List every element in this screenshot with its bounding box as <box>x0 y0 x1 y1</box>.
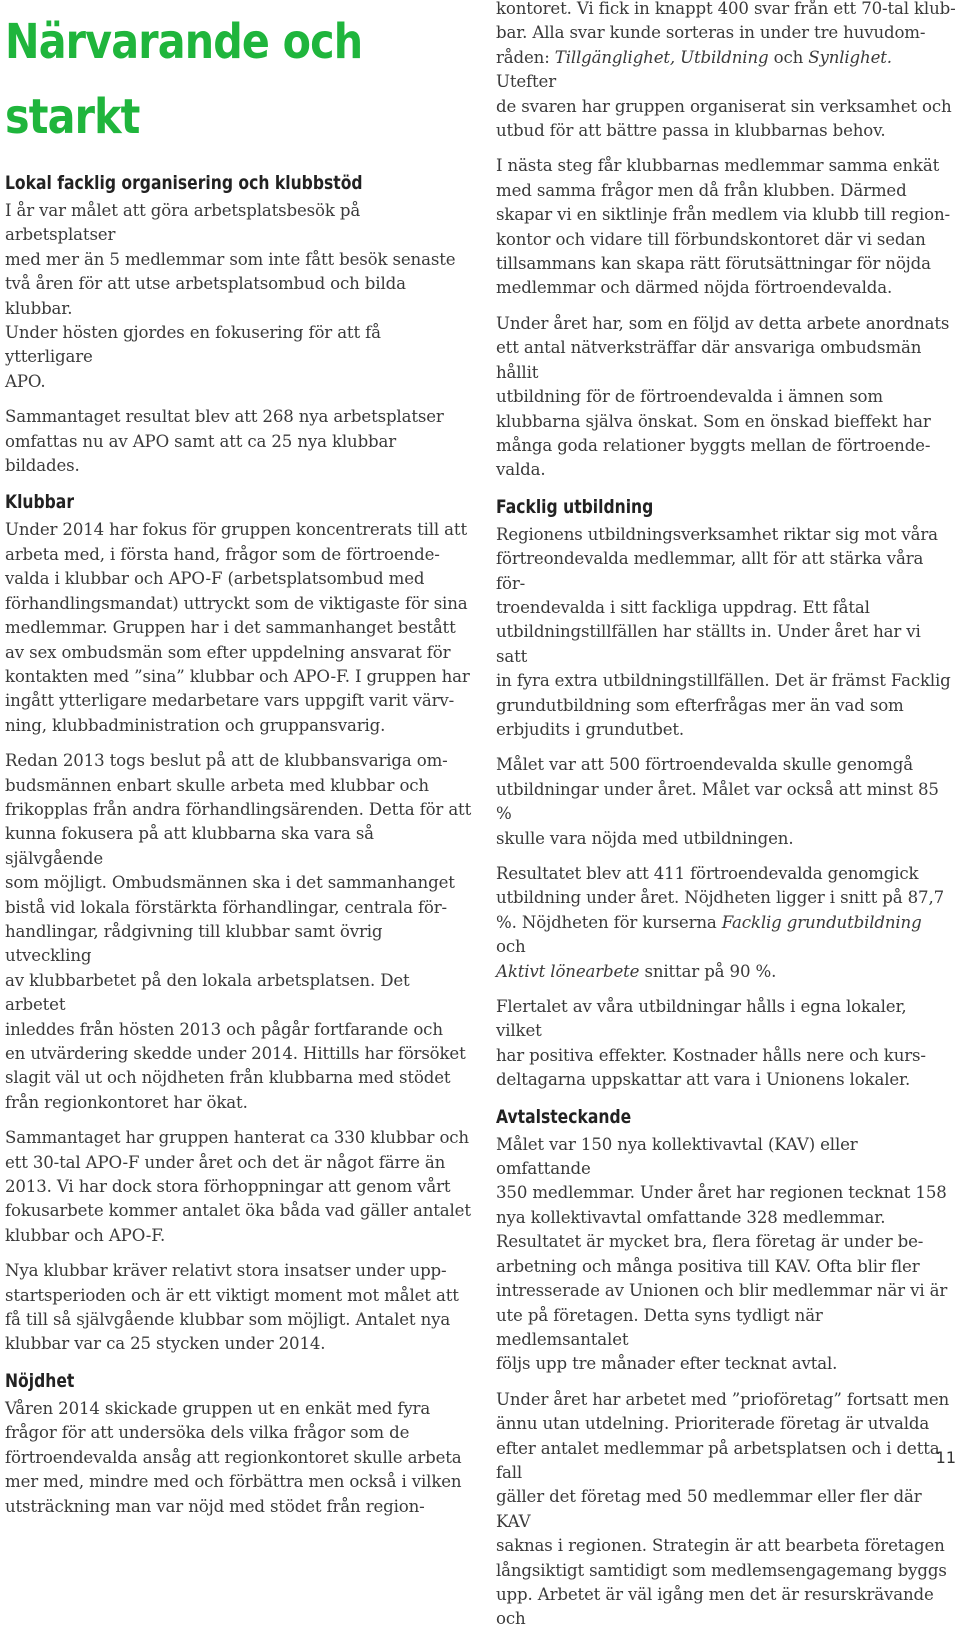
paragraph: Flertalet av våra utbildningar hålls i egna lokaler, vilket har positiva effekter. Kostnader hålls nere och kurs- deltagarna uppskattar att vara i Unionens lokaler. <box>496 997 926 1090</box>
text-run: och <box>768 47 809 67</box>
paragraph: Sammantaget resultat blev att 268 nya arbetsplatser omfattas nu av APO samt att ca 25 nya klubbar bildades. <box>5 407 444 476</box>
text-run: Utefter de svaren har gruppen organiserat sin verksamhet och utbud för att bättre passa in klubbarnas behov. <box>496 72 952 141</box>
left-column <box>5 0 473 1519</box>
text-run: kontoret. Vi fick in knappt 400 svar från ett 70-tal klub- bar. Alla svar kunde sorteras in under tre huvudom- råden: <box>496 0 956 67</box>
paragraph: Under året har, som en följd av detta arbete anordnats ett antal nätverksträffar där ansvariga ombudsmän hållit utbildning för de förtroendevalda i ämnen som klubbarna själva önskat. Som en önskad bieffekt har många goda relationer byggts mellan de förtroende- valda. <box>496 313 950 480</box>
emphasis: Tillgänglighet, Utbildning <box>554 47 769 67</box>
paragraph: Sammantaget har gruppen hanterat ca 330 klubbar och ett 30-tal APO-F under året och det är något färre än 2013. Vi har dock stora förhoppningar att genom vårt fokusarbete kommer antalet öka båda vad gäller antalet klubbar och APO-F. <box>5 1128 471 1245</box>
paragraph <box>496 862 956 984</box>
paragraph: Redan 2013 togs beslut på att de klubbansvariga om- budsmännen enbart skulle arbeta med klubbar och frikopplas från andra förhandlingsärenden. Detta för att kunna fokusera på att klubbarna ska vara så självgående som möjligt. Ombudsmännen ska i det sammanhanget bistå vid lokala förstärkta förhandlingar, centrala för- handlingar, rådgivning till klubbar samt övrig utveckling av klubbarbetet på den lokala arbetsplatsen. Det arbetet inleddes från hösten 2013 och pågår fortfarande och en utvärdering skedde under 2014. Hittills har försöket slagit väl ut och nöjdheten från klubbarna med stödet från regionkontoret har ökat. <box>5 751 472 1112</box>
emphasis: Aktivt lönearbete <box>496 961 640 981</box>
section-heading-avtalsteckande: Avtalsteckande <box>496 1105 632 1128</box>
paragraph: I år var målet att göra arbetsplatsbesök på arbetsplatser med mer än 5 medlemmar som inte fått besök senaste två åren för att utse arbetsplatsombud och bilda klubbar. Under hösten gjordes en fokusering för att få ytterligare APO. <box>5 201 456 391</box>
paragraph: I nästa steg får klubbarnas medlemmar samma enkät med samma frågor men då från klubben. Därmed skapar vi en siktlinje från medlem via klubb till region- kontor och vidare till förbundskontoret där vi sedan tillsammans kan skapa rätt förutsättningar för nöjda medlemmar och därmed nöjda förtroendevalda. <box>496 156 950 298</box>
text-run: snittar på 90 %. <box>639 961 777 981</box>
paragraph: Nya klubbar kräver relativt stora insatser under upp- startsperioden och är ett viktigt moment mot målet att få till så självgående klubbar som möjligt. Antalet nya klubbar var ca 25 stycken under 2014. <box>5 1261 459 1354</box>
paragraph: Målet var att 500 förtroendevalda skulle genomgå utbildningar under året. Målet var också att minst 85 % skulle vara nöjda med utbildningen. <box>496 755 939 848</box>
section-heading-nojdhet: Nöjdhet <box>5 1369 75 1392</box>
page-title: Närvarande och starkt <box>5 14 363 145</box>
paragraph: Under året har arbetet med ”prioföretag” fortsatt men ännu utan utdelning. Prioriterade företag är utvalda efter antalet medlemmar på arbetsplatsen och i detta fall gäller det företag med 50 medlemmar eller fler där KAV saknas i regionen. Strategin är att bearbeta företagen långsiktigt samtidigt som medlemsengagemang byggs upp. Arbetet är väl igång men det är resurskrävande och <box>496 1389 950 1629</box>
paragraph: Under 2014 har fokus för gruppen koncentrerats till att arbeta med, i första hand, frågor som de förtroende- valda i klubbar och APO-F (arbetsplatsombud med förhandlingsmandat) uttryckt som de viktigaste för sina medlemmar. Gruppen har i det sammanhanget bestått av sex ombudsmän som efter uppdelning ansvarat för kontakten med ”sina” klubbar och APO-F. I gruppen har ingått ytterligare medarbetare vars uppgift varit värv- ning, klubbadministration och gruppansvarig. <box>5 520 470 735</box>
paragraph: Målet var 150 nya kollektivavtal (KAV) eller omfattande 350 medlemmar. Under året har regionen tecknat 158 nya kollektivavtal omfattande 328 medlemmar. Resultatet är mycket bra, flera företag är under be- arbetning och många positiva till KAV. Ofta blir fler intresserade av Unionen och blir medlemmar när vi är ute på företagen. Detta syns tydligt när medlemsantalet följs upp tre månader efter tecknat avtal. <box>496 1134 948 1374</box>
emphasis: Synlighet. <box>808 47 892 67</box>
page-number: 11 <box>935 1448 956 1467</box>
text-run: och <box>496 937 526 957</box>
paragraph <box>496 0 956 143</box>
emphasis: Facklig grundutbildning <box>721 912 922 932</box>
paragraph: Våren 2014 skickade gruppen ut en enkät med fyra frågor för att undersöka dels vilka frågor som de förtroendevalda ansåg att regionkontoret skulle arbeta mer med, mindre med och förbättra men också i vilken utsträckning man var nöjd med stödet från region- <box>5 1398 462 1516</box>
section-heading-lokal-facklig: Lokal facklig organisering och klubbstöd <box>5 172 363 194</box>
section-heading-facklig-utbildning: Facklig utbildning <box>496 495 654 518</box>
right-column <box>496 0 956 1632</box>
paragraph: Regionens utbildningsverksamhet riktar sig mot våra förtreondevalda medlemmar, allt för att stärka våra för- troendevalda i sitt fackliga uppdrag. Ett fåtal utbildningstillfällen har ställts in. Under året har vi satt in fyra extra utbildningstillfällen. Det är främst Facklig grundutbildning som efterfrågas mer än vad som erbjudits i grundutbet. <box>496 524 951 739</box>
section-heading-klubbar: Klubbar <box>5 491 75 514</box>
text-run: Resultatet blev att 411 förtroendevalda genomgick utbildning under året. Nöjdheten ligger i snitt på 87,7 %. Nöjdheten för kurserna <box>496 864 944 932</box>
